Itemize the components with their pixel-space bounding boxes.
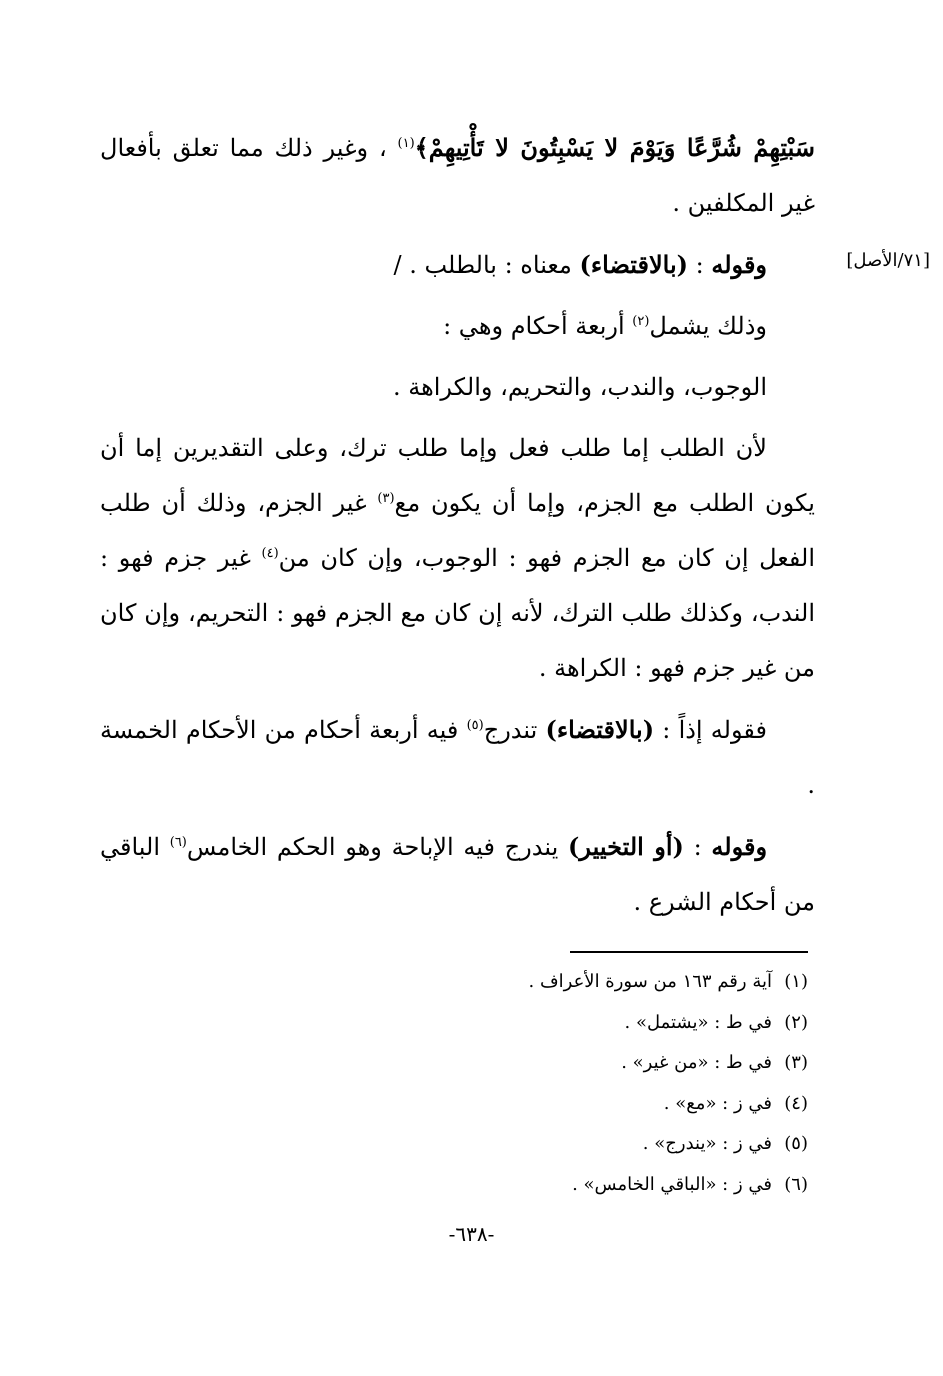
paragraph-text: :: [688, 251, 712, 279]
footnote-item: [300, 1003, 808, 1044]
footnote-marker: (٦): [169, 835, 187, 850]
quran-verse-text: سَبْتِهِمْ شُرَّعًا وَيَوْمَ لا يَسْبِتُونَ لا تَأْتِيهِمْ﴾: [414, 133, 815, 162]
footnote-item: [300, 1084, 808, 1125]
paragraph-text: الباقي من أحكام الشرع .: [100, 833, 815, 916]
paragraph-text: وقوله: [711, 250, 767, 279]
footnotes-list: [300, 962, 808, 1205]
footnote-text: في ز : «يندرج» .: [642, 1133, 772, 1154]
paragraph-text: معناه : بالطلب . /: [393, 251, 580, 279]
footnote-divider: [570, 951, 808, 953]
paragraph: [100, 702, 815, 813]
footnote-number: (١): [784, 971, 808, 992]
footnote-number: (٥): [784, 1133, 808, 1154]
paragraph-text: وذلك يشمل: [649, 312, 767, 340]
footnote-item: [300, 1124, 808, 1165]
paragraph-text: الوجوب، والندب، والتحريم، والكراهة .: [392, 373, 767, 401]
paragraph-text: أربعة أحكام وهي :: [443, 312, 633, 340]
paragraph-text: يندرج فيه الإباحة وهو الحكم الخامس: [186, 833, 568, 861]
footnote-marker: (٣): [377, 491, 395, 506]
paragraph: [100, 237, 815, 293]
footnote-item: [300, 1165, 808, 1206]
footnote-text: في ط : «من غير» .: [621, 1052, 772, 1073]
footnote-marker: (٥): [466, 718, 484, 733]
footnote-marker: (٢): [632, 314, 650, 329]
footnote-text: آية رقم ١٦٣ من سورة الأعراف .: [528, 971, 772, 992]
paragraph-text: فيه أربعة أحكام من الأحكام الخمسة .: [100, 716, 815, 799]
paragraph-text: وقوله: [711, 832, 768, 861]
footnote-number: (٦): [784, 1173, 808, 1195]
footnote-text: في ز : «مع» .: [663, 1092, 772, 1114]
page-number: -٦٣٨-: [448, 1222, 495, 1246]
paragraph-text: (بالاقتضاء): [545, 715, 655, 744]
paragraph-text: فقوله إذاً :: [654, 716, 767, 744]
paragraph-text: (أو التخيير): [568, 832, 684, 861]
main-body-text: [100, 120, 815, 936]
margin-reference-note: [٧١/الأصل]: [846, 250, 930, 271]
footnote-marker: (٤): [261, 546, 279, 561]
footnote-number: (٤): [784, 1092, 808, 1114]
paragraph: [100, 421, 815, 696]
paragraph: [100, 120, 815, 231]
footnote-number: (٣): [784, 1052, 808, 1073]
footnote-item: [300, 1043, 808, 1084]
paragraph: [100, 360, 815, 415]
paragraph-text: غير الجزم، وذلك أن طلب الفعل إن كان مع الجزم فهو : الوجوب، وإن كان من: [100, 489, 815, 572]
paragraph-text: ، وغير ذلك مما تعلق بأفعال غير المكلفين .: [100, 134, 815, 217]
paragraph-text: لأن الطلب إما طلب فعل وإما طلب ترك، وعلى التقديرين إما أن يكون الطلب مع الجزم، وإما أن يكون مع: [100, 434, 815, 517]
footnote-number: (٢): [784, 1011, 808, 1033]
footnote-item: [300, 962, 808, 1003]
footnote-marker: (١): [397, 136, 415, 151]
paragraph: [100, 299, 815, 354]
footnote-text: في ز : «الباقي الخامس» .: [572, 1173, 772, 1195]
footnote-text: في ط : «يشتمل» .: [624, 1011, 772, 1033]
paragraph: [100, 819, 815, 930]
paragraph-text: غير جزم فهو : الندب، وكذلك طلب الترك، لأنه إن كان مع الجزم فهو : التحريم، وإن كان من غير جزم فهو : الكراهة .: [100, 544, 815, 682]
paragraph-text: (بالاقتضاء): [579, 250, 689, 279]
paragraph-text: :: [683, 833, 712, 861]
paragraph-text: تندرج: [483, 716, 546, 744]
